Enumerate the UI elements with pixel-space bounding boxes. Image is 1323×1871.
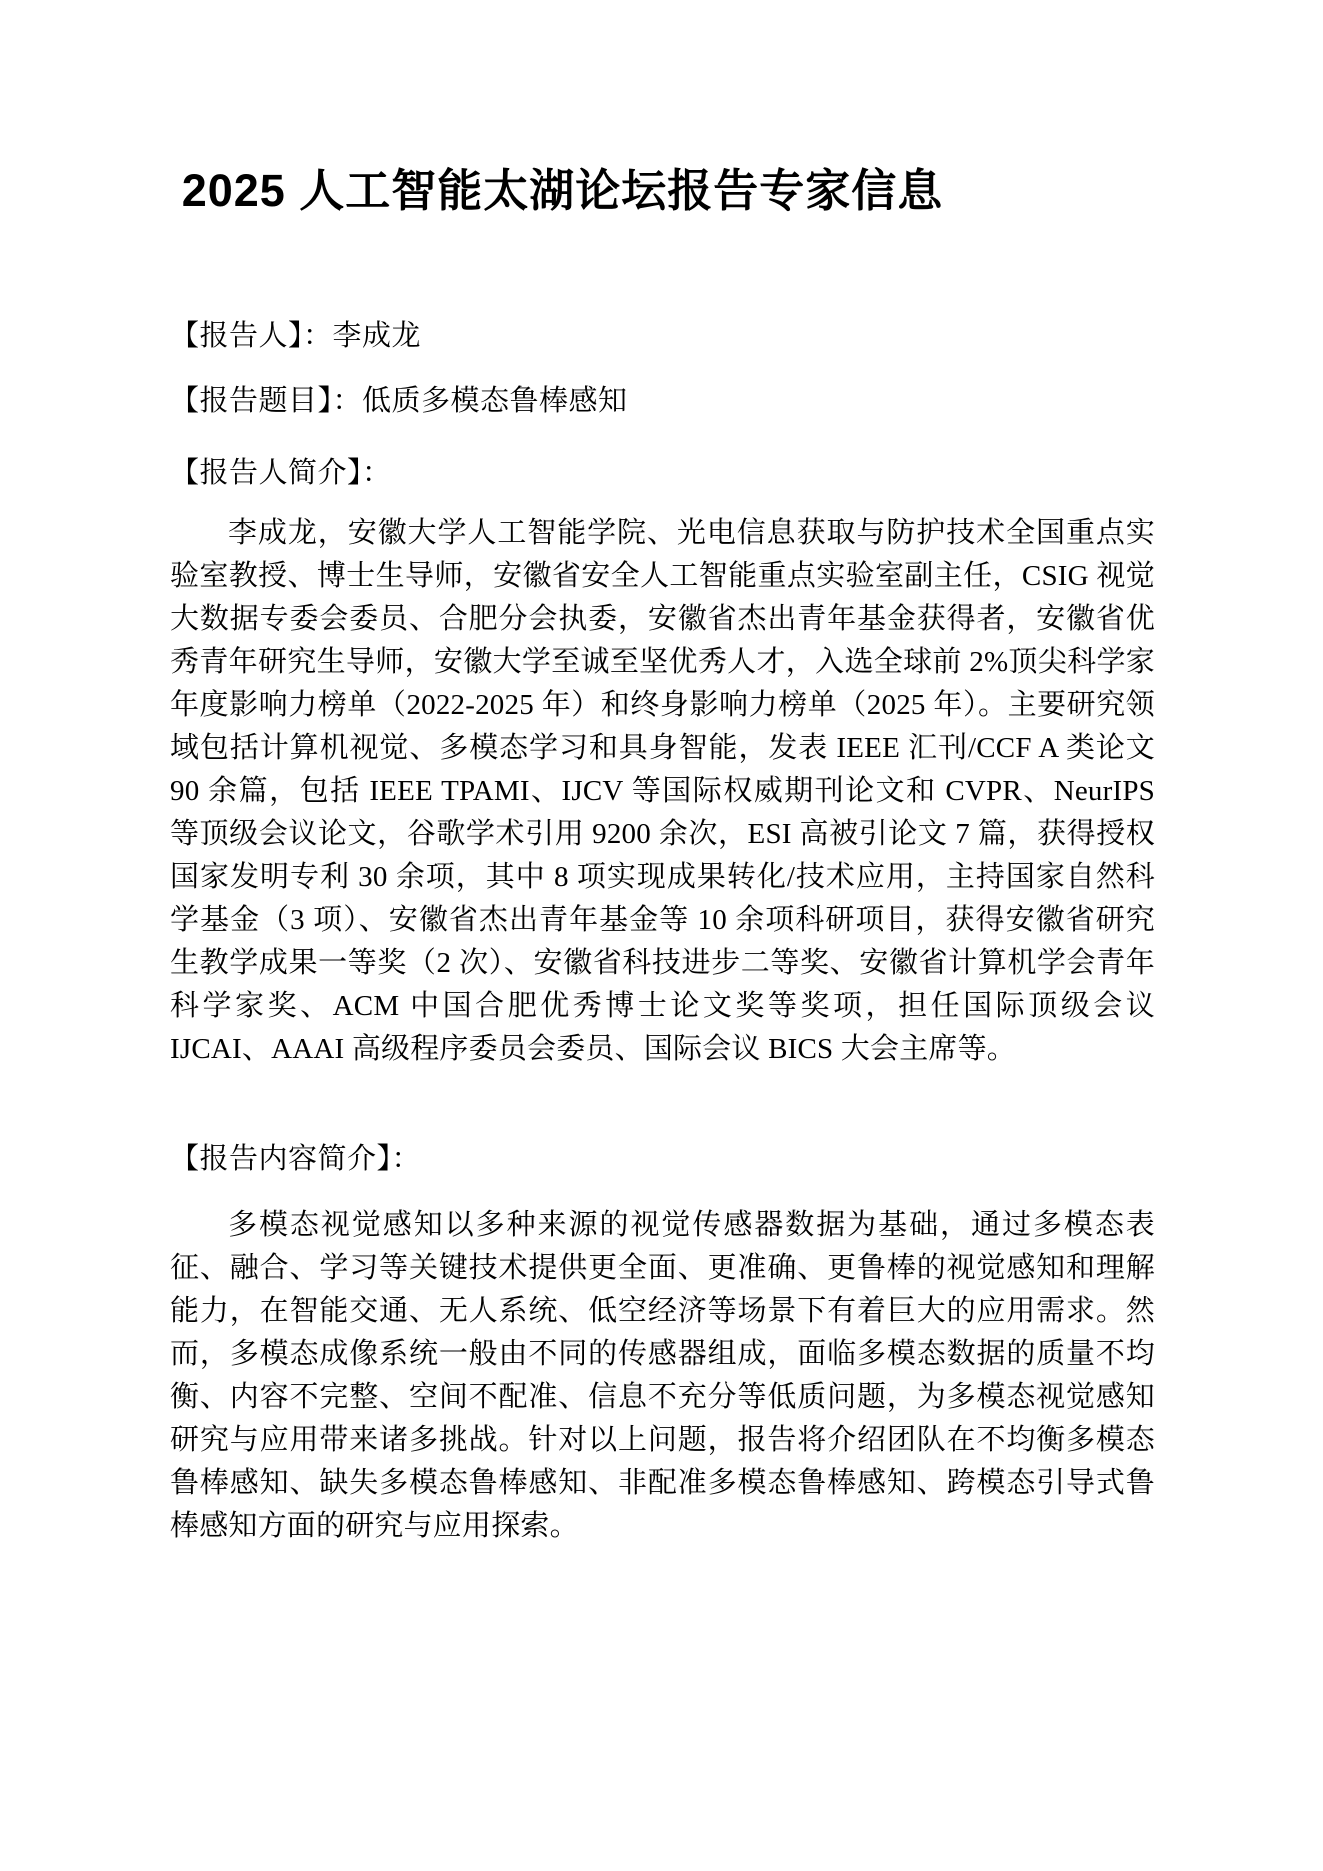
document-title: 2025 人工智能太湖论坛报告专家信息 xyxy=(181,165,944,216)
topic-label: 【报告题目】： xyxy=(170,385,363,418)
topic-field xyxy=(170,383,1155,419)
intro-paragraph: 多模态视觉感知以多种来源的视觉传感器数据为基础，通过多模态表征、融合、学习等关键技术提供更全面、更准确、更鲁棒的视觉感知和理解能力，在智能交通、无人系统、低空经济等场景下有着巨大的应用需求。然而，多模态成像系统一般由不同的传感器组成，面临多模态数据的质量不均衡、内容不完整、空间不配准、信息不充分等低质问题，为多模态视觉感知研究与应用带来诸多挑战。针对以上问题，报告将介绍团队在不均衡多模态鲁棒感知、缺失多模态鲁棒感知、非配准多模态鲁棒感知、跨模态引导式鲁棒感知方面的研究与应用探索。 xyxy=(170,1209,1155,1543)
topic-value: 低质多模态鲁棒感知 xyxy=(362,385,628,418)
intro-section-label: 【报告内容简介】： xyxy=(170,1143,422,1176)
speaker-field xyxy=(170,318,1155,354)
bio-section-label: 【报告人简介】： xyxy=(170,457,392,490)
bio-paragraph: 李成龙，安徽大学人工智能学院、光电信息获取与防护技术全国重点实验室教授、博士生导师，安徽省安全人工智能重点实验室副主任，CSIG 视觉大数据专委会委员、合肥分会执委，安徽省杰出青年基金获得者，安徽省优秀青年研究生导师，安徽大学至诚至坚优秀人才，入选全球前 2%顶尖科学家年度影响力榜单（2022-2025 年）和终身影响力榜单（2025 年）。主要研究领域包括计算机视觉、多模态学习和具身智能，发表 IEEE 汇刊/CCF A 类论文 90 余篇，包括 IEEE TPAMI、IJCV 等国际权威期刊论文和 CVPR、NeurIPS 等顶级会议论文，谷歌学术引用 9200 余次，ESI 高被引论文 7 篇，获得授权国家发明专利 30 余项，其中 8 项实现成果转化/技术应用，主持国家自然科学基金（3 项）、安徽省杰出青年基金等 10 余项科研项目，获得安徽省研究生教学成果一等奖（2 次）、安徽省科技进步二等奖、安徽省计算机学会青年科学家奖、ACM 中国合肥优秀博士论文奖等奖项，担任国际顶级会议 IJCAI、AAAI 高级程序委员会委员、国际会议 BICS 大会主席等。 xyxy=(170,517,1155,1066)
speaker-label: 【报告人】： xyxy=(170,320,333,353)
speaker-value: 李成龙 xyxy=(332,320,422,353)
